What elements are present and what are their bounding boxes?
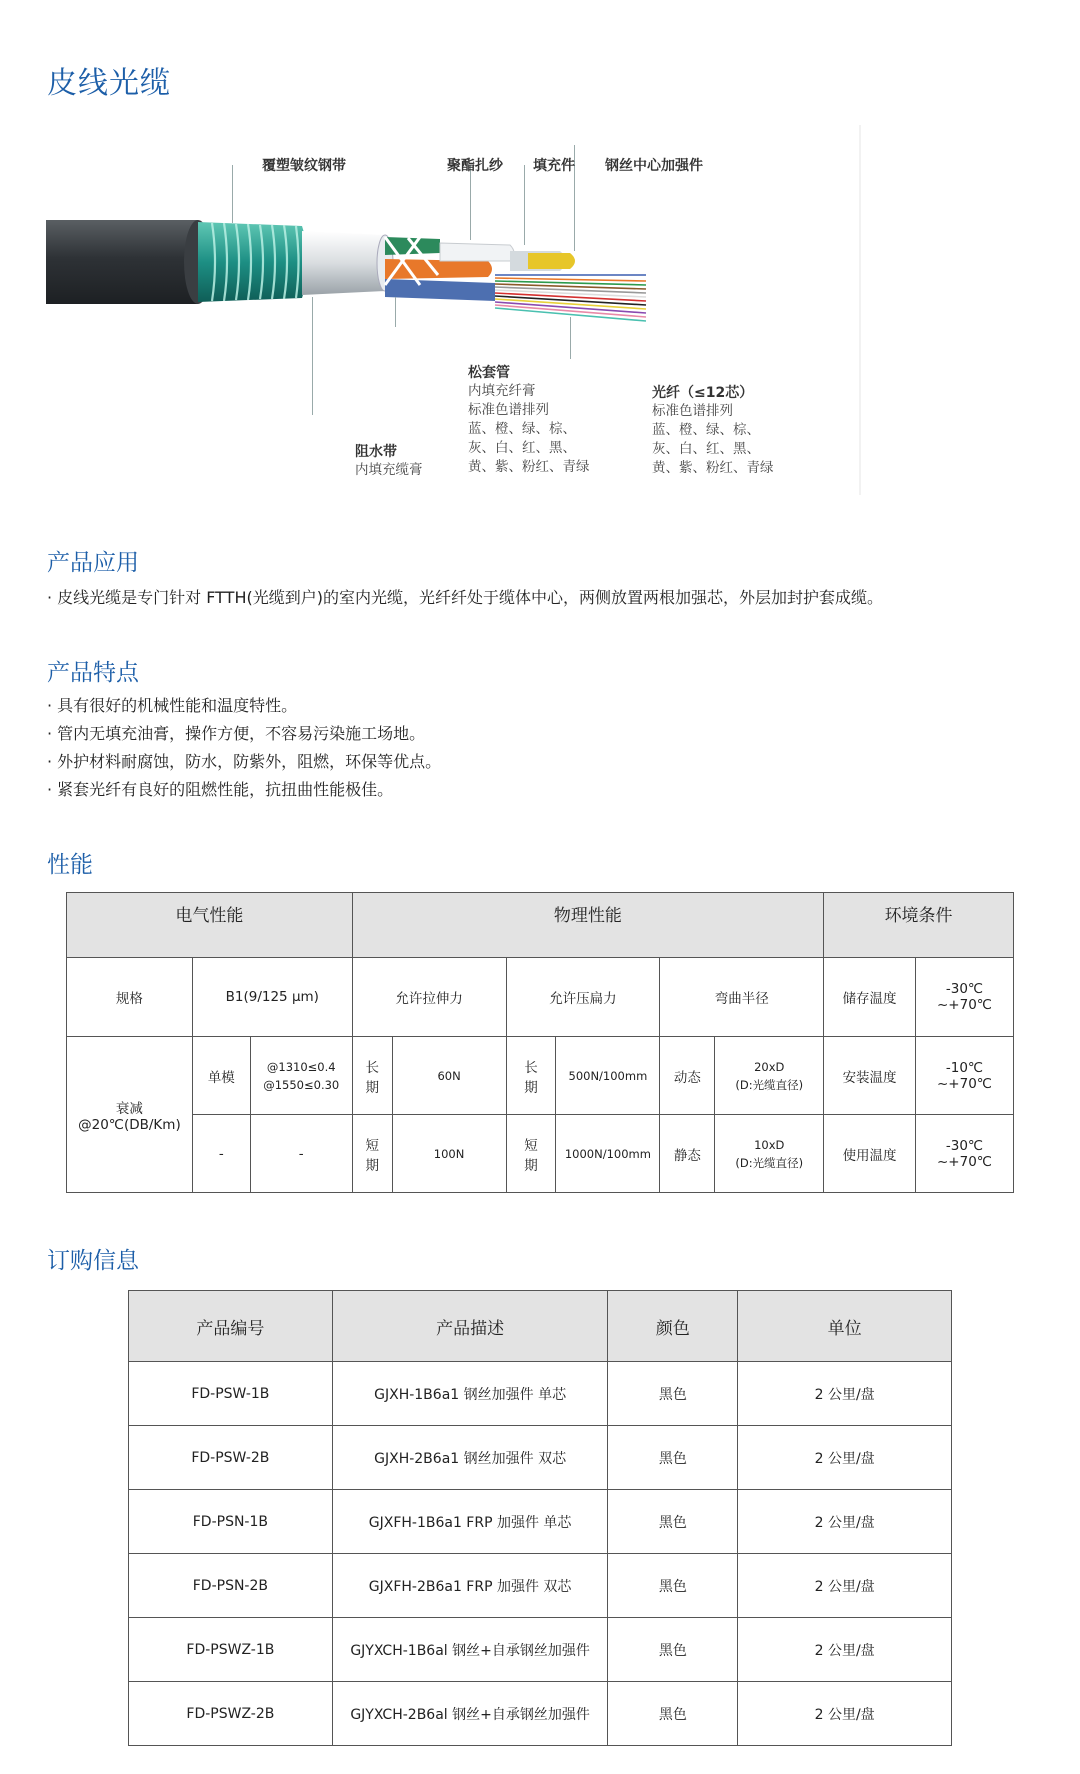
cell-code: FD-PSWZ-1B — [129, 1618, 333, 1682]
attenuation-label: 衰减 @20℃(DB/Km) — [67, 1037, 193, 1193]
header-physical: 物理性能 — [352, 893, 823, 958]
dynamic-label: 动态 — [660, 1037, 715, 1115]
cable-structure-diagram — [40, 125, 870, 495]
cell-desc: GJYXCH-2B6al 钢丝+自承钢丝加强件 — [332, 1682, 608, 1746]
storage-label: 储存温度 — [824, 958, 916, 1037]
crush-long-value: 500N/100mm — [556, 1037, 660, 1115]
cell-desc: GJXFH-2B6a1 FRP 加强件 双芯 — [332, 1554, 608, 1618]
header-environment: 环境条件 — [824, 893, 1014, 958]
label-strength: 钢丝中心加强件 — [605, 158, 703, 174]
features-list — [47, 692, 441, 804]
cell-code: FD-PSW-2B — [129, 1426, 333, 1490]
crush-label: 允许压扁力 — [506, 958, 660, 1037]
short-term-label: 短 期 — [506, 1115, 556, 1193]
features-heading: 产品特点 — [47, 660, 139, 686]
table-row — [129, 1618, 952, 1682]
long-term-label: 长 期 — [352, 1037, 392, 1115]
label-water-title: 阻水带 — [355, 444, 397, 460]
performance-table — [66, 892, 1014, 1193]
install-label: 安装温度 — [824, 1037, 916, 1115]
cell-color: 黑色 — [608, 1618, 738, 1682]
long-term-label: 长 期 — [506, 1037, 556, 1115]
install-range: -10℃ ~+70℃ — [915, 1037, 1013, 1115]
table-row — [129, 1362, 952, 1426]
bend-dynamic-value: 20xD (D:光缆直径) — [715, 1037, 824, 1115]
cell-color: 黑色 — [608, 1426, 738, 1490]
spec-label: 规格 — [67, 958, 193, 1037]
performance-heading: 性能 — [47, 852, 93, 878]
application-heading: 产品应用 — [47, 550, 139, 576]
label-fiber-title: 光纤（≤12芯） — [652, 385, 754, 401]
label-armor: 覆塑皱纹钢带 — [262, 158, 346, 174]
feature-item: · 管内无填充油膏，操作方便，不容易污染施工场地。 — [47, 724, 426, 743]
cell-unit: 2 公里/盘 — [738, 1362, 952, 1426]
label-tube-desc: 内填充纤膏 标准色谱排列 蓝、橙、绿、棕、 灰、白、红、黑、 黄、紫、粉红、青绿 — [468, 383, 590, 475]
cell-code: FD-PSWZ-2B — [129, 1682, 333, 1746]
cell-unit: 2 公里/盘 — [738, 1618, 952, 1682]
use-range: -30℃ ~+70℃ — [915, 1115, 1013, 1193]
label-tube-title: 松套管 — [468, 365, 510, 381]
table-row — [129, 1426, 952, 1490]
col-color: 颜色 — [608, 1291, 738, 1362]
single-mode-label: 单模 — [192, 1037, 250, 1115]
short-term-label: 短 期 — [352, 1115, 392, 1193]
cell-desc: GJYXCH-1B6al 钢丝+自承钢丝加强件 — [332, 1618, 608, 1682]
cell-unit: 2 公里/盘 — [738, 1426, 952, 1490]
feature-item: · 紧套光纤有良好的阻燃性能，抗扭曲性能极佳。 — [47, 780, 394, 799]
storage-range: -30℃ ~+70℃ — [915, 958, 1013, 1037]
application-text: · 皮线光缆是专门针对 FTTH(光缆到户)的室内光缆，光纤纤处于缆体中心，两侧放置两根加强芯，外层加封护套成缆。 — [47, 588, 883, 607]
cell-color: 黑色 — [608, 1490, 738, 1554]
cell-unit: 2 公里/盘 — [738, 1490, 952, 1554]
cell-desc: GJXH-2B6a1 钢丝加强件 双芯 — [332, 1426, 608, 1490]
col-unit: 单位 — [738, 1291, 952, 1362]
tensile-short-value: 100N — [392, 1115, 506, 1193]
static-label: 静态 — [660, 1115, 715, 1193]
order-table — [128, 1290, 952, 1746]
feature-item: · 外护材料耐腐蚀，防水，防紫外，阻燃，环保等优点。 — [47, 752, 442, 771]
order-heading: 订购信息 — [47, 1248, 139, 1274]
attenuation-values: @1310≤0.4 @1550≤0.30 — [250, 1037, 352, 1115]
cell-desc: GJXFH-1B6a1 FRP 加强件 单芯 — [332, 1490, 608, 1554]
label-filler: 填充件 — [533, 158, 575, 174]
label-yarn: 聚酯扎纱 — [447, 158, 503, 174]
dash-cell: - — [192, 1115, 250, 1193]
use-label: 使用温度 — [824, 1115, 916, 1193]
cell-color: 黑色 — [608, 1362, 738, 1426]
table-row — [129, 1490, 952, 1554]
cell-code: FD-PSW-1B — [129, 1362, 333, 1426]
bend-static-value: 10xD (D:光缆直径) — [715, 1115, 824, 1193]
cell-code: FD-PSN-1B — [129, 1490, 333, 1554]
spec-value: B1(9/125 μm) — [192, 958, 352, 1037]
crush-short-value: 1000N/100mm — [556, 1115, 660, 1193]
cell-color: 黑色 — [608, 1682, 738, 1746]
col-product-desc: 产品描述 — [332, 1291, 608, 1362]
feature-item: · 具有很好的机械性能和温度特性。 — [47, 696, 298, 715]
table-row — [129, 1682, 952, 1746]
cell-unit: 2 公里/盘 — [738, 1682, 952, 1746]
label-fiber-desc: 标准色谱排列 蓝、橙、绿、棕、 灰、白、红、黑、 黄、紫、粉红、青绿 — [652, 403, 774, 476]
dash-cell: - — [250, 1115, 352, 1193]
label-water-desc: 内填充缆膏 — [355, 462, 423, 478]
cell-color: 黑色 — [608, 1554, 738, 1618]
tensile-label: 允许拉伸力 — [352, 958, 506, 1037]
cell-code: FD-PSN-2B — [129, 1554, 333, 1618]
cell-desc: GJXH-1B6a1 钢丝加强件 单芯 — [332, 1362, 608, 1426]
table-row — [129, 1554, 952, 1618]
bend-label: 弯曲半径 — [660, 958, 824, 1037]
col-product-code: 产品编号 — [129, 1291, 333, 1362]
cell-unit: 2 公里/盘 — [738, 1554, 952, 1618]
tensile-long-value: 60N — [392, 1037, 506, 1115]
header-electrical: 电气性能 — [67, 893, 353, 958]
page-title: 皮线光缆 — [47, 66, 171, 101]
